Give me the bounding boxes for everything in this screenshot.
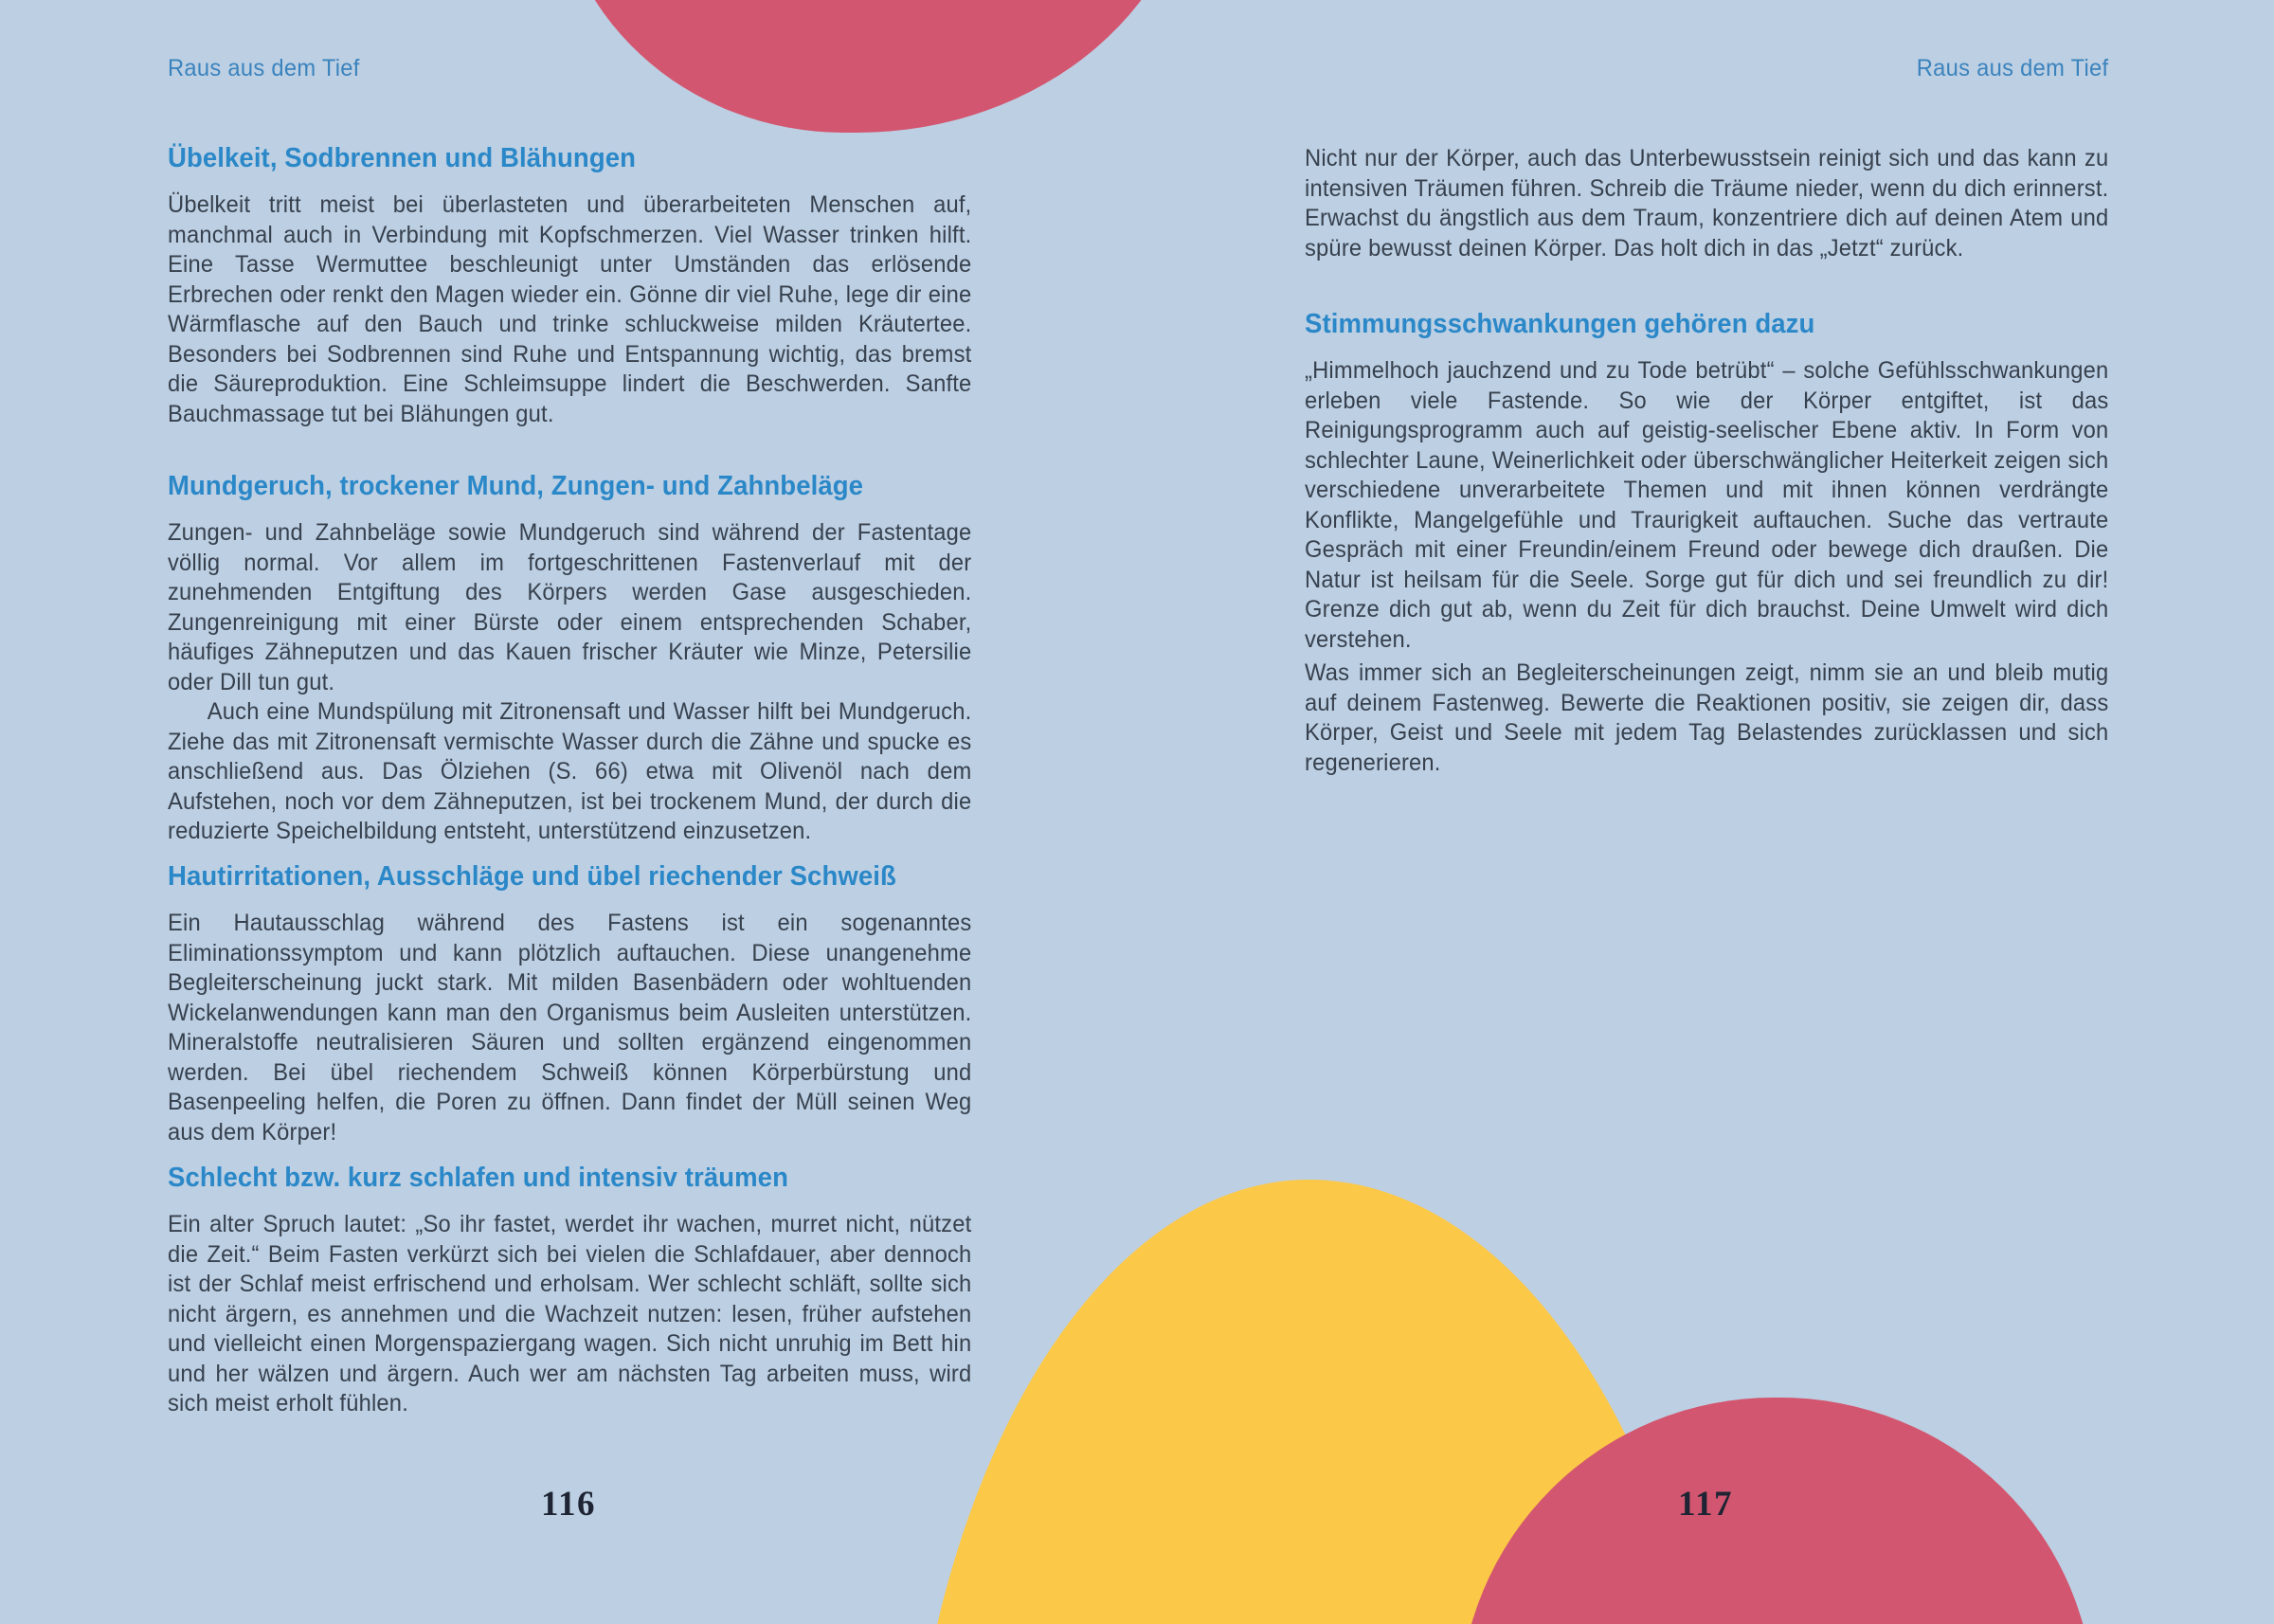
running-head-left: Raus aus dem Tief — [168, 55, 360, 81]
section-paragraph: Ein Hautausschlag während des Fastens ist ein sogenanntes Eliminationssymptom und kann plötzlich auftauchen. Diese unangenehme Begleiterscheinung juckt stark. Mit milden Basenbädern oder wohltuenden Wickelanwendungen kann man den Organismus beim Ausleiten unterstützen. Mineralstoffe neutralisieren Säuren und sollten ergänzend eingenommen werden. Bei übel riechendem Schweiß können Körperbürstung und Basenpeeling helfen, die Poren zu öffnen. Dann findet der Müll seinen Weg aus dem Körper! — [168, 910, 972, 1146]
section-heading: Stimmungsschwankungen gehören dazu — [1305, 309, 1815, 339]
section-paragraph: Zungen- und Zahnbeläge sowie Mundgeruch sind während der Fastentage völlig normal. Vor allem im fortgeschrittenen Fastenverlauf mit der zunehmenden Entgiftung des Körpers werden Gase ausgeschieden. Zungenreinigung mit einer Bürste oder einem entsprechenden Schaber, häufiges Zähneputzen und das Kauen frischer Kräuter wie Minze, Petersilie oder Dill tun gut. — [168, 519, 972, 695]
section-paragraph: „Himmelhoch jauchzend und zu Tode betrübt“ – solche Gefühlsschwankungen erleben viele Fastende. So wie der Körper entgiftet, ist das Reinigungsprogramm auch auf geistig-seelischer Ebene aktiv. In Form von schlechter Laune, Weinerlichkeit oder überschwänglicher Heiterkeit zeigen sich verschiedene unverarbeitete Themen und mit ihnen können verdrängte Konflikte, Mangelgefühle und Traurigkeit auftauchen. Suche das vertraute Gespräch mit einer Freundin/einem Freund oder bewege dich draußen. Die Natur ist heilsam für die Seele. Sorge gut für dich und sei freundlich zu dir! Grenze dich gut ab, wenn du Zeit für dich brauchst. Deine Umwelt wird dich verstehen. — [1305, 357, 2109, 653]
section-paragraph: Übelkeit tritt meist bei überlasteten und überarbeiteten Menschen auf, manchmal auch in Verbindung mit Kopfschmerzen. Viel Wasser trinken hilft. Eine Tasse Wermuttee beschleunigt unter Umständen das erlösende Erbrechen oder renkt den Magen wieder ein. Gönne dir viel Ruhe, lege dir eine Wärmflasche auf den Bauch und trinke schluckweise milden Kräutertee. Besonders bei Sodbrennen sind Ruhe und Entspannung wichtig, das bremst die Säureproduktion. Eine Schleimsuppe lindert die Beschwerden. Sanfte Bauchmassage tut bei Blähungen gut. — [168, 191, 972, 427]
closing-paragraph-block — [1305, 659, 2108, 778]
section-hautirritationen — [168, 860, 971, 1147]
section-mundgeruch — [168, 470, 971, 847]
section-schlafen — [168, 1162, 971, 1419]
lead-paragraph-block — [1305, 144, 2108, 263]
page-number-left: 116 — [541, 1485, 596, 1524]
section-paragraph: Auch eine Mundspülung mit Zitronensaft und Wasser hilft bei Mundgeruch. Ziehe das mit Zitronensaft vermischte Wasser durch die Zähne und spucke es anschließend aus. Das Ölziehen (S. 66) etwa mit Olivenöl nach dem Aufstehen, noch vor dem Zähneputzen, ist bei trockenem Mund, der durch die reduzierte Speichelbildung entsteht, unterstützend einzusetzen. — [168, 698, 972, 844]
page-number-right: 117 — [1678, 1485, 1733, 1524]
section-heading: Schlecht bzw. kurz schlafen und intensiv träumen — [168, 1163, 789, 1193]
section-heading: Hautirritationen, Ausschläge und übel riechender Schweiß — [168, 861, 896, 892]
section-heading: Mundgeruch, trockener Mund, Zungen- und Zahnbeläge — [168, 471, 864, 501]
section-uebelkeit — [168, 142, 971, 429]
running-head-right: Raus aus dem Tief — [1916, 55, 2109, 81]
section-paragraph: Ein alter Spruch lautet: „So ihr fastet, werdet ihr wachen, murret nicht, nützet die Zeit.“ Beim Fasten verkürzt sich bei vielen die Schlafdauer, aber dennoch ist der Schlaf meist erfrischend und erholsam. Wer schlecht schläft, sollte sich nicht ärgern, es annehmen und die Wachzeit nutzen: lesen, früher aufstehen und vielleicht einen Morgenspaziergang wagen. Sich nicht unruhig im Bett hin und her wälzen und ärgern. Auch wer am nächsten Tag arbeiten muss, wird sich meist erholt fühlen. — [168, 1211, 972, 1416]
section-heading: Übelkeit, Sodbrennen und Blähungen — [168, 143, 637, 173]
section-stimmungsschwankungen — [1305, 308, 2108, 655]
closing-paragraph: Was immer sich an Begleiterscheinungen zeigt, nimm sie an und bleib mutig auf deinem Fastenweg. Bewerte die Reaktionen positiv, sie zeigen dir, dass Körper, Geist und Seele mit jedem Tag Belastendes zurücklassen und sich regenerieren. — [1305, 659, 2109, 776]
lead-paragraph: Nicht nur der Körper, auch das Unterbewusstsein reinigt sich und das kann zu intensiven Träumen führen. Schreib die Träume nieder, wenn du dich erinnerst. Erwachst du ängstlich aus dem Traum, konzentriere dich auf deinen Atem und spüre bewusst deinen Körper. Das holt dich in das „Jetzt“ zurück. — [1305, 145, 2109, 262]
